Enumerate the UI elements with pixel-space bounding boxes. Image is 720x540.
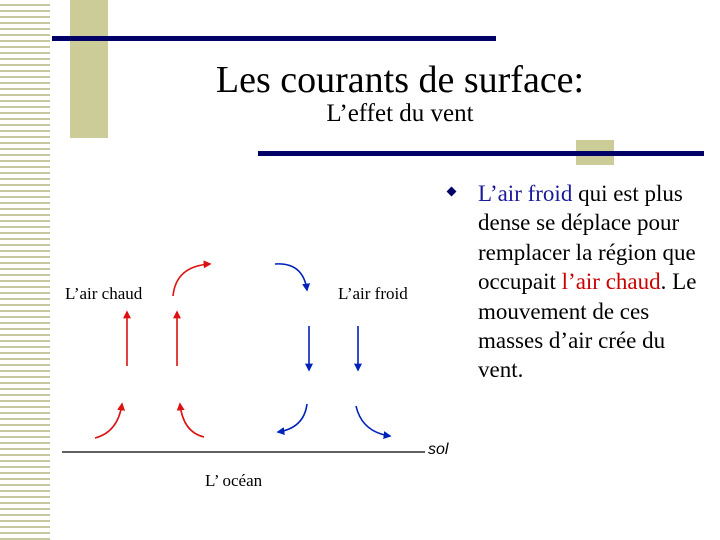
cold-bottom-curve-arrow-1 [278, 404, 307, 432]
slide-title: Les courants de surface: [215, 59, 585, 101]
warm-top-curve-arrow [173, 264, 210, 296]
cold-top-curve-arrow [275, 264, 307, 290]
cold-air-label: L’air froid [338, 284, 408, 303]
warm-bottom-curve-arrow-2 [180, 404, 204, 437]
bullet-end: . Le mouvement de ces masses d’air crée du vent. [478, 269, 697, 383]
ocean-label: L’ océan [205, 471, 263, 490]
bullet-text [478, 179, 703, 385]
warm-bottom-curve-arrow-1 [95, 404, 122, 438]
warm-air-label: L’air chaud [65, 284, 143, 303]
slide-subtitle: L’effet du vent [326, 100, 474, 127]
cold-bottom-curve-arrow-2 [356, 406, 390, 436]
bullet-middle: qui est plus dense se déplace pour remplacer la région que occupait [478, 181, 696, 295]
bullet-cold-air: L’air froid [478, 181, 573, 206]
ground-label: sol [428, 441, 449, 458]
bullet-warm-air: l’air chaud [561, 269, 661, 295]
